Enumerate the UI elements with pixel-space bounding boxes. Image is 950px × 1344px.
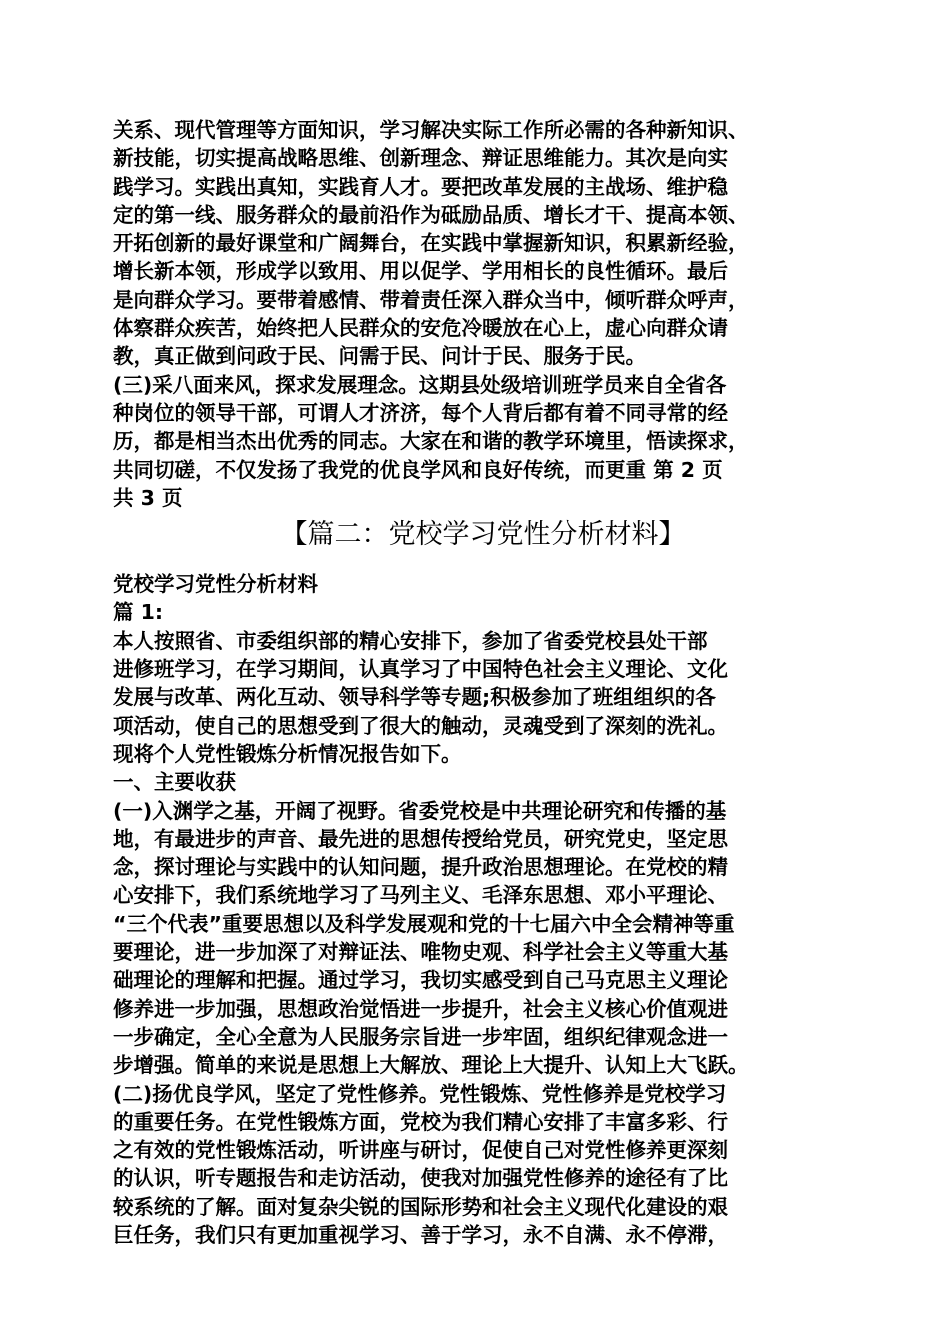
text-line: 党校学习党性分析材料 [113,572,318,597]
text-line: (二)扬优良学风，坚定了党性修养。党性锻炼、党性修养是党校学习 [113,1081,727,1106]
text-line: 新技能，切实提高战略思维、创新理念、辩证思维能力。其次是向实 [113,146,728,171]
text-line: 种岗位的领导干部，可谓人才济济，每个人背后都有着不同寻常的经 [113,400,728,425]
text-line: 修养进一步加强，思想政治觉悟进一步提升，社会主义核心价值观进 [113,996,728,1021]
text-line: 共 3 页 [113,485,183,510]
text-line: 念，探讨理论与实践中的认知问题，提升政治思想理论。在党校的精 [113,855,728,880]
text-line: 较系统的了解。面对复杂尖锐的国际形势和社会主义现代化建设的艰 [113,1194,728,1219]
text-line: 地，有最进步的声音、最先进的思想传授给党员，研究党史，坚定思 [113,826,728,851]
text-line: 定的第一线、服务群众的最前沿作为砥励品质、增长才干、提高本领、 [113,202,749,227]
text-line: 项活动，使自己的思想受到了很大的触动，灵魂受到了深刻的洗礼。 [113,713,728,738]
text-line: 历，都是相当杰出优秀的同志。大家在和谐的教学环境里，悟读探求， [113,429,749,454]
paragraph-block-article [113,570,853,1249]
section-heading: 【篇二：党校学习党性分析材料】 [280,519,686,551]
text-line: 践学习。实践出真知，实践育人才。要把改革发展的主战场、维护稳 [113,174,728,199]
text-line: 教，真正做到问政于民、问需于民、问计于民、服务于民。 [113,344,646,369]
text-line: 巨任务，我们只有更加重视学习、善于学习，永不自满、永不停滞， [113,1222,728,1247]
text-line: 一步确定，全心全意为人民服务宗旨进一步牢固，组织纪律观念进一 [113,1024,728,1049]
text-line: 是向群众学习。要带着感情、带着责任深入群众当中，倾听群众呼声， [113,287,749,312]
document-page [113,116,853,1249]
text-line: 要理论，进一步加深了对辩证法、唯物史观、科学社会主义等重大基 [113,940,728,965]
text-line: 共同切磋，不仅发扬了我党的优良学风和良好传统，而更重 第 2 页 [113,457,723,482]
text-line: 础理论的理解和把握。通过学习，我切实感受到自己马克思主义理论 [113,968,728,993]
text-line: 进修班学习，在学习期间，认真学习了中国特色社会主义理论、文化 [113,657,728,682]
text-line: 本人按照省、市委组织部的精心安排下，参加了省委党校县处干部 [113,628,708,653]
text-line: 增长新本领，形成学以致用、用以促学、学用相长的良性循环。最后 [113,259,728,284]
text-line: 关系、现代管理等方面知识，学习解决实际工作所必需的各种新知识、 [113,118,749,142]
text-line: 一、主要收获 [113,770,236,795]
text-line: 的重要任务。在党性锻炼方面，党校为我们精心安排了丰富多彩、行 [113,1109,728,1134]
text-line: (一)入渊学之基，开阔了视野。省委党校是中共理论研究和传播的基 [113,798,727,823]
text-line: (三)采八面来风，探求发展理念。这期县处级培训班学员来自全省各 [113,372,727,397]
text-line: 的认识，听专题报告和走访活动，使我对加强党性修养的途径有了比 [113,1166,728,1191]
text-line: 现将个人党性锻炼分析情况报告如下。 [113,741,462,766]
text-line: 开拓创新的最好课堂和广阔舞台，在实践中掌握新知识，积累新经验， [113,231,749,256]
text-line: 发展与改革、两化互动、领导科学等专题;积极参加了班组组织的各 [113,685,716,710]
paragraph-block-continued [113,116,853,512]
text-line: 心安排下，我们系统地学习了马列主义、毛泽东思想、邓小平理论、 [113,883,728,908]
text-line: 之有效的党性锻炼活动，听讲座与研讨，促使自己对党性修养更深刻 [113,1138,728,1163]
text-line: 体察群众疾苦，始终把人民群众的安危冷暖放在心上，虚心向群众请 [113,316,728,341]
text-line: 步增强。简单的来说是思想上大解放、理论上大提升、认知上大飞跃。 [113,1053,749,1078]
text-line: “三个代表”重要思想以及科学发展观和党的十七届六中全会精神等重 [113,911,735,936]
text-line: 篇 1: [113,600,164,625]
